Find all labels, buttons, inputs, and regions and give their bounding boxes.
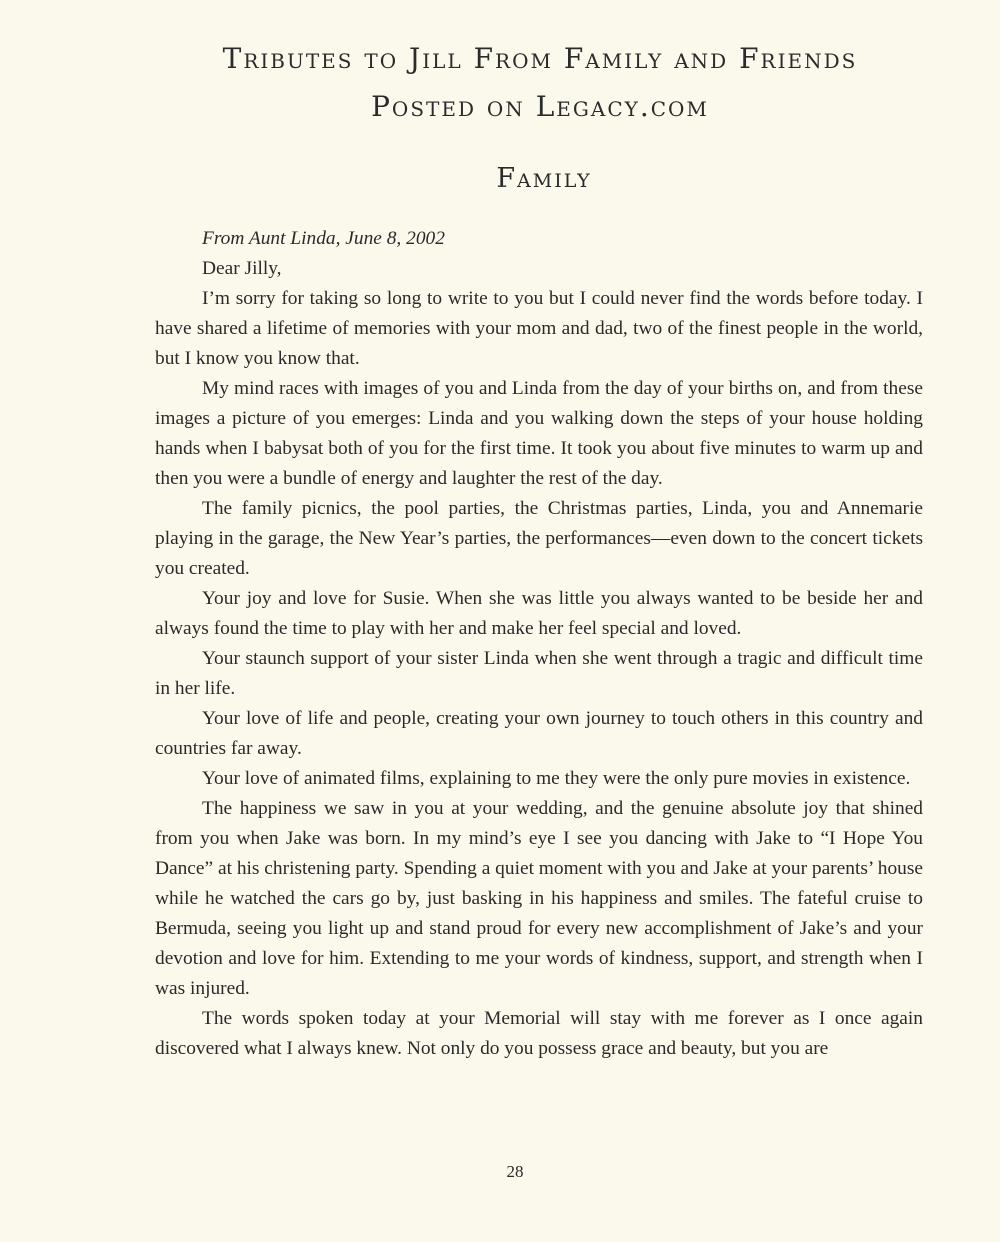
page-title-line-2: Posted on Legacy.com — [371, 90, 709, 123]
tribute-paragraph: Your joy and love for Susie. When she was little you always wanted to be beside her and always found the time to play with her and make her feel special and loved. — [155, 588, 923, 639]
tribute-paragraph: Your love of life and people, creating your own journey to touch others in this country and countries far away. — [155, 708, 923, 759]
tribute-paragraph: I’m sorry for taking so long to write to you but I could never find the words before today. I have shared a lifetime of memories with your mom and dad, two of the finest people in the world, but I know you know that. — [155, 288, 923, 369]
tribute-paragraph: The family picnics, the pool parties, the Christmas parties, Linda, you and Annemarie playing in the garage, the New Year’s parties, the performances—even down to the concert tickets you created. — [155, 498, 923, 579]
tribute-paragraph: Your staunch support of your sister Linda when she went through a tragic and difficult time in her life. — [155, 648, 923, 699]
tribute-paragraph: My mind races with images of you and Linda from the day of your births on, and from these images a picture of you emerges: Linda and you walking down the steps of your house holding hands when I babysat both of you for the first time. It took you about five minutes to warm up and then you were a bundle of energy and laughter the rest of the day. — [155, 378, 923, 489]
tribute-paragraph: The words spoken today at your Memorial will stay with me forever as I once again discovered what I always knew. Not only do you possess grace and beauty, but you are — [155, 1008, 923, 1059]
section-heading: Family — [496, 163, 592, 194]
tribute-body — [155, 224, 923, 1064]
tribute-paragraph: The happiness we saw in you at your wedding, and the genuine absolute joy that shined from you when Jake was born. In my mind’s eye I see you dancing with Jake to “I Hope You Dance” at his christening party. Spending a quiet moment with you and Jake at your parents’ house while he watched the cars go by, just basking in his happiness and smiles. The fateful cruise to Bermuda, seeing you light up and stand proud for every new accomplishment of Jake’s and your devotion and love for him. Extending to me your words of kindness, support, and strength when I was injured. — [155, 798, 923, 999]
tribute-paragraph: Your love of animated films, explaining to me they were the only pure movies in existence. — [202, 768, 911, 789]
page-number: 28 — [506, 1162, 524, 1181]
tribute-attribution: From Aunt Linda, June 8, 2002 — [202, 228, 445, 249]
tribute-salutation: Dear Jilly, — [202, 258, 282, 279]
page-title-line-1: Tributes to Jill From Family and Friends — [222, 42, 858, 75]
